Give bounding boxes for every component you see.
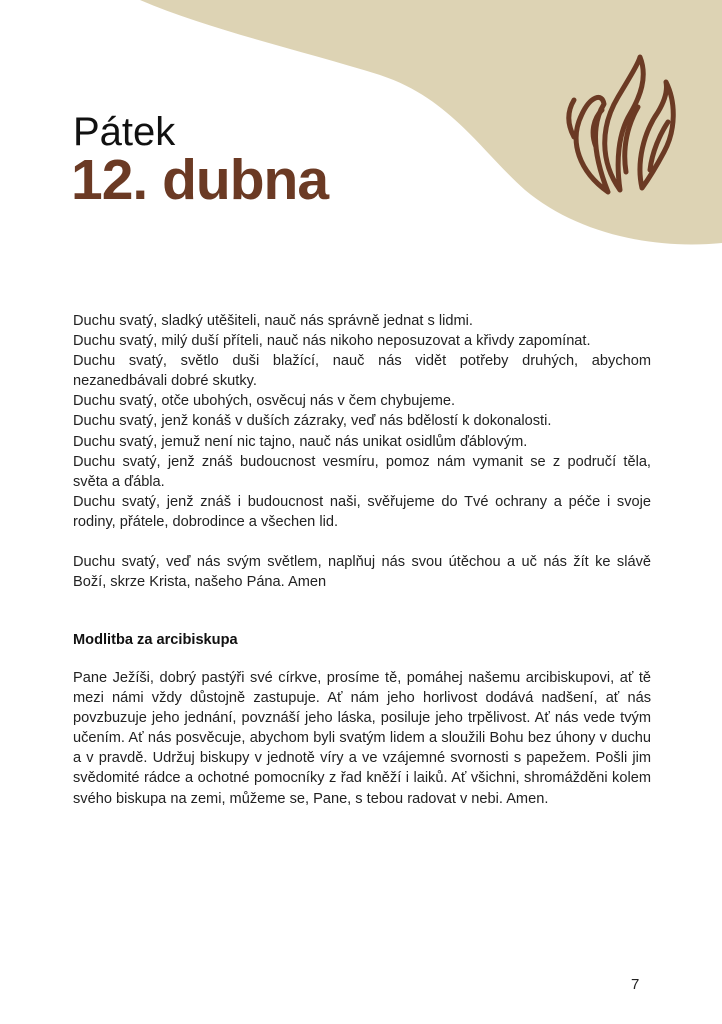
litany-line: Duchu svatý, jenž znáš budoucnost vesmíru, pomoz nám vymanit se z područí těla, světa a ďábla.	[73, 453, 651, 490]
page-title-day: Pátek	[73, 110, 176, 154]
litany-closing: Duchu svatý, veď nás svým světlem, naplňuj nás svou útěchou a uč nás žít ke slávě Boží, skrze Krista, našeho Pána. Amen	[73, 554, 651, 591]
litany-line: Duchu svatý, jenž znáš i budoucnost naši, svěřujeme do Tvé ochrany a péče i svoje rodiny, přátele, dobrodince a všechen lid.	[73, 493, 651, 530]
litany-line: Duchu svatý, milý duší příteli, nauč nás nikoho neposuzovat a křivdy zapomínat.	[73, 333, 591, 350]
prayer-text: Pane Ježíši, dobrý pastýři své církve, prosíme tě, pomáhej našemu arcibiskupovi, ať tě mezi námi vždy důstojně zastupuje. Ať nám jeho horlivost dodává nadšení, ať nás povzbuzuje jeho jednání, povznáší jeho láska, posiluje jeho trpělivost. Ať nás vede tvým učením. Ať nás posvěcuje, abychom byli svatým lidem a sloužili Bohu bez úhony v duchu a v pravdě. Udržuj biskupy v jednotě víry a ve vzájemné svornosti s papežem. Pošli jim svědomité rádce a ochotné pomocníky z řad kněží i laiků. Ať všichni, shromážděni kolem svého biskupa na zemi, můžeme se, Pane, s tebou radovat v nebi. Amen.	[73, 670, 651, 807]
litany-line: Duchu svatý, světlo duši blažící, nauč nás vidět potřeby druhých, abychom nezanedbávali dobré skutky.	[73, 353, 651, 390]
flame-icon	[560, 52, 680, 202]
page-title-date: 12. dubna	[71, 148, 329, 212]
litany-line: Duchu svatý, jemuž není nic tajno, nauč nás unikat osidlům ďáblovým.	[73, 433, 528, 450]
litany-line: Duchu svatý, sladký utěšiteli, nauč nás správně jednat s lidmi.	[73, 313, 473, 329]
litany-line: Duchu svatý, jenž konáš v duších zázraky, veď nás bdělostí k dokonalosti.	[73, 413, 552, 430]
litany-line: Duchu svatý, otče ubohých, osvěcuj nás v čem chybujeme.	[73, 393, 456, 410]
litany-text	[73, 311, 651, 592]
page-number: 7	[631, 976, 640, 993]
section-heading: Modlitba za arcibiskupa	[73, 632, 238, 648]
